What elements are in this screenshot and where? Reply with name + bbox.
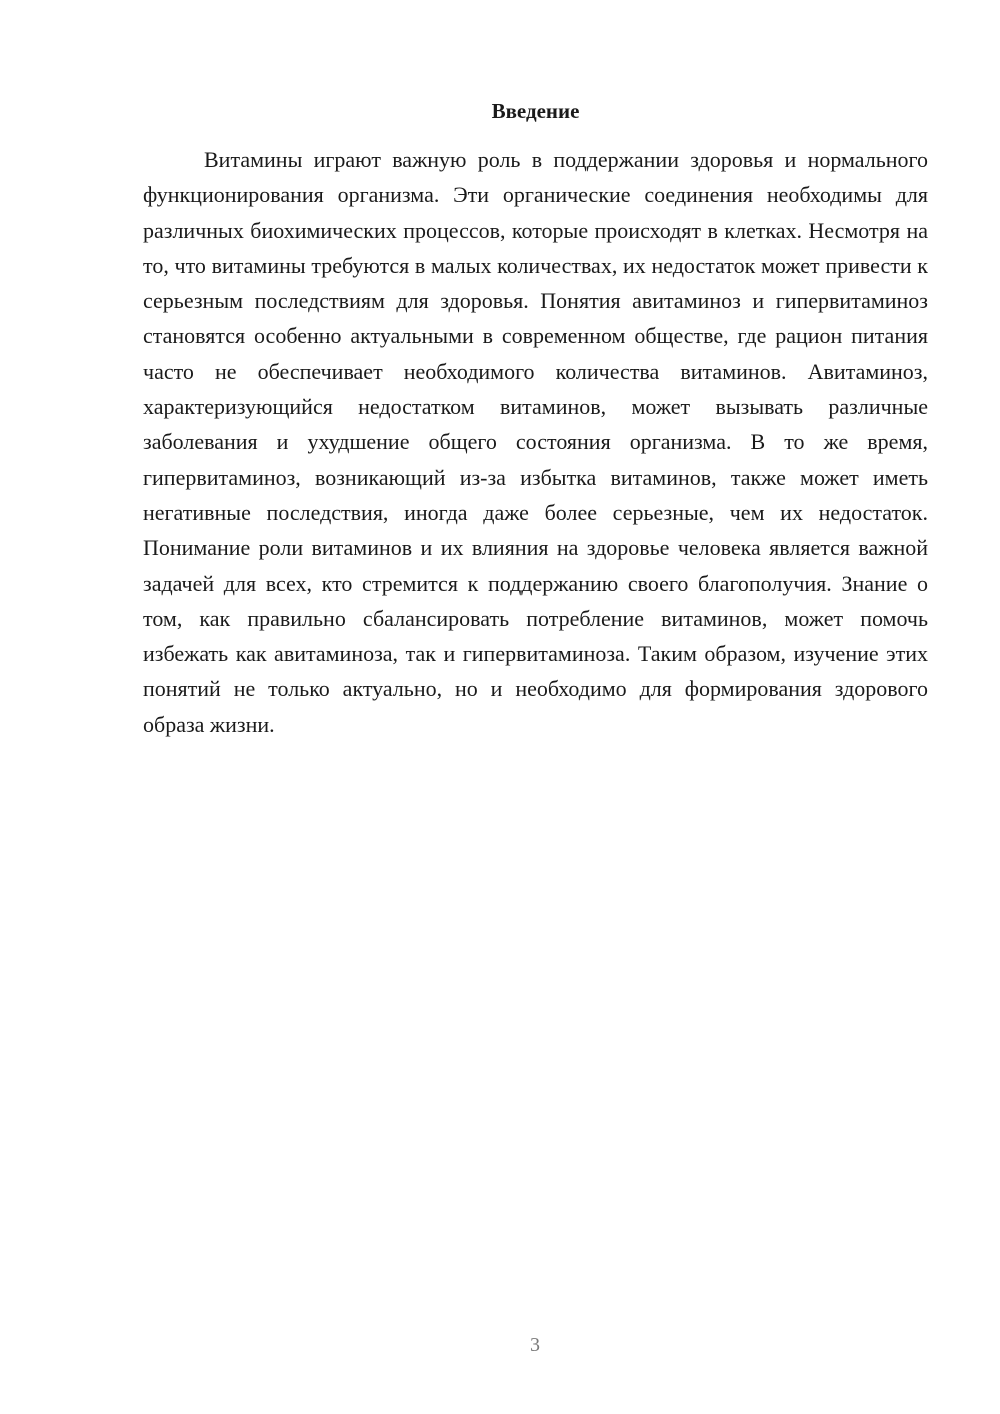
body-paragraph: Витамины играют важную роль в поддержании здоровья и нормального функционирования организма. Эти органические соединения необходимы для различных биохимических процессов, которые происходят в клетках. Несмотря на то, что витамины требуются в малых количествах, их недостаток может привести к серьезным последствиям для здоровья. Понятия авитаминоз и гипервитаминоз становятся особенно актуальными в современном обществе, где рацион питания часто не обеспечивает необходимого количества витаминов. Авитаминоз, характеризующийся недостатком витаминов, может вызывать различные заболевания и ухудшение общего состояния организма. В то же время, гипервитаминоз, возникающий из-за избытка витаминов, также может иметь негативные последствия, иногда даже более серьезные, чем их недостаток. Понимание роли витаминов и их влияния на здоровье человека является важной задачей для всех, кто стремится к поддержанию своего благополучия. Знание о том, как правильно сбалансировать потребление витаминов, может помочь избежать как авитаминоза, так и гипервитаминоза. Таким образом, изучение этих понятий не только актуально, но и необходимо для формирования здорового образа жизни. [143, 147, 928, 737]
page-number: 3 [530, 1334, 540, 1356]
section-heading: Введение [491, 99, 580, 123]
